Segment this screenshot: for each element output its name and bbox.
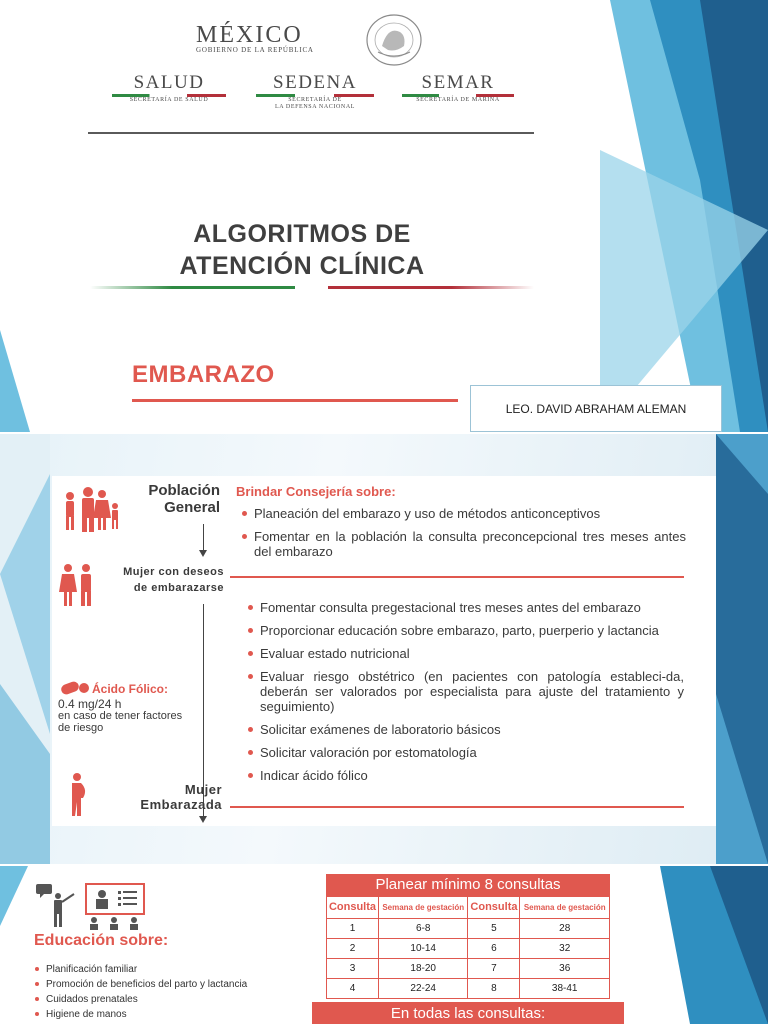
folic-acid-note: de riesgo	[58, 722, 104, 734]
title-underline-red	[328, 286, 534, 289]
table-row	[327, 979, 610, 999]
list-item: Evaluar estado nutricional	[246, 646, 684, 661]
arrow-down-icon	[199, 550, 207, 557]
stage-label-line: Embarazada	[140, 797, 222, 812]
folic-acid-dose: 0.4 mg/24 h	[58, 697, 122, 711]
list-item: Higiene de manos	[34, 1007, 247, 1022]
table-cell: 36	[520, 959, 610, 979]
table-cell: 18-20	[378, 959, 468, 979]
table-header-row	[327, 897, 610, 919]
list-item: Promoción de beneficios del parto y lactancia	[34, 977, 247, 992]
table-row	[327, 939, 610, 959]
section-underline	[132, 399, 458, 402]
counsel-heading: Brindar Consejería sobre:	[236, 484, 396, 499]
country-name: MÉXICO	[196, 22, 303, 48]
title-underline-green	[90, 286, 295, 289]
list-item: Cuidados prenatales	[34, 992, 247, 1007]
pill-icon	[60, 680, 90, 696]
column-header: Semana de gestación	[378, 897, 468, 919]
stage-label-line: Mujer con deseos	[123, 566, 224, 578]
list-item: Fomentar consulta pregestacional tres meses antes del embarazo	[246, 600, 684, 615]
agency-name: SEMAR	[421, 72, 495, 93]
author-box	[470, 385, 722, 432]
table-row	[327, 959, 610, 979]
education-list	[34, 962, 247, 1022]
table-cell: 3	[327, 959, 379, 979]
table-cell: 4	[327, 979, 379, 999]
flow-line	[203, 524, 204, 550]
section-title: EMBARAZO	[132, 361, 275, 388]
agency-semar	[402, 72, 514, 104]
stage-label-line: Mujer	[184, 782, 222, 797]
education-slide	[0, 866, 768, 1024]
classroom-icon	[34, 882, 148, 930]
stage-label-line: de embarazarse	[133, 582, 224, 594]
stage-general-population	[114, 482, 220, 516]
agency-subtitle: LA DEFENSA NACIONAL	[274, 104, 356, 110]
folic-acid-title: Ácido Fólico:	[92, 682, 168, 696]
couple-icon	[58, 562, 98, 608]
folic-acid-details	[58, 698, 198, 734]
list-item: Solicitar exámenes de laboratorio básicos	[246, 722, 684, 737]
stage-pregnant-woman	[112, 782, 222, 812]
section-divider	[230, 576, 684, 578]
agency-subtitle: SECRETARÍA DE	[288, 97, 342, 103]
folic-acid-note: en caso de tener factores	[58, 710, 183, 722]
table-cell: 28	[520, 919, 610, 939]
table-cell: 22-24	[378, 979, 468, 999]
list-item: Planificación familiar	[34, 962, 247, 977]
consultations-header: Planear mínimo 8 consultas	[326, 874, 610, 896]
table-row	[327, 919, 610, 939]
table-cell: 6	[468, 939, 520, 959]
consultations-footer: En todas las consultas:	[312, 1002, 624, 1024]
column-header: Consulta	[327, 897, 379, 919]
list-item: Evaluar riesgo obstétrico (en pacientes con patología estableci-da, deberán ser valorados por especialista para ajuste del tratamiento y seguimiento)	[246, 669, 684, 714]
column-header: Consulta	[468, 897, 520, 919]
algorithm-slide	[0, 434, 768, 864]
table-cell: 2	[327, 939, 379, 959]
deco-left-shape	[0, 330, 30, 432]
table-cell: 5	[468, 919, 520, 939]
stage-woman-desiring-pregnancy	[100, 566, 224, 594]
list-item: Indicar ácido fólico	[246, 768, 684, 783]
title-line-1: ALGORITMOS DE	[193, 220, 411, 248]
agency-name: SEDENA	[273, 72, 357, 93]
list-item: Planeación del embarazo y uso de métodos anticonceptivos	[240, 506, 686, 521]
stage-label-line: General	[164, 499, 220, 516]
list-item: Proporcionar educación sobre embarazo, parto, puerperio y lactancia	[246, 623, 684, 638]
column-header: Semana de gestación	[520, 897, 610, 919]
table-cell: 38-41	[520, 979, 610, 999]
table-cell: 8	[468, 979, 520, 999]
national-seal-icon	[360, 12, 428, 68]
list-item: Solicitar valoración por estomatología	[246, 745, 684, 760]
section-divider	[230, 806, 684, 808]
cover-slide	[0, 0, 768, 432]
agency-name: SALUD	[133, 72, 205, 93]
document-title	[92, 218, 512, 282]
list-item: Fomentar en la población la consulta preconcepcional tres meses antes del embarazo	[240, 529, 686, 559]
algorithm-panel	[52, 476, 716, 826]
stage-label-line: Población	[148, 482, 220, 499]
author-name: LEO. DAVID ABRAHAM ALEMAN	[505, 402, 687, 416]
counsel-list	[240, 506, 686, 567]
table-cell: 6-8	[378, 919, 468, 939]
agency-subtitle: SECRETARÍA DE SALUD	[129, 97, 209, 103]
title-line-2: ATENCIÓN CLÍNICA	[179, 252, 425, 280]
table-cell: 7	[468, 959, 520, 979]
table-cell: 10-14	[378, 939, 468, 959]
arrow-down-icon	[199, 816, 207, 823]
agency-sedena	[256, 72, 374, 111]
education-title: Educación sobre:	[34, 932, 169, 949]
agency-subtitle: SECRETARÍA DE MARINA	[416, 97, 500, 103]
agency-salud	[112, 72, 226, 104]
pregnant-woman-icon	[66, 772, 90, 818]
table-cell: 32	[520, 939, 610, 959]
consultations-table	[326, 896, 610, 999]
table-cell: 1	[327, 919, 379, 939]
government-label: GOBIERNO DE LA REPÚBLICA	[196, 46, 314, 54]
action-list	[246, 600, 684, 791]
family-icon	[58, 486, 122, 534]
header-divider	[88, 132, 534, 134]
